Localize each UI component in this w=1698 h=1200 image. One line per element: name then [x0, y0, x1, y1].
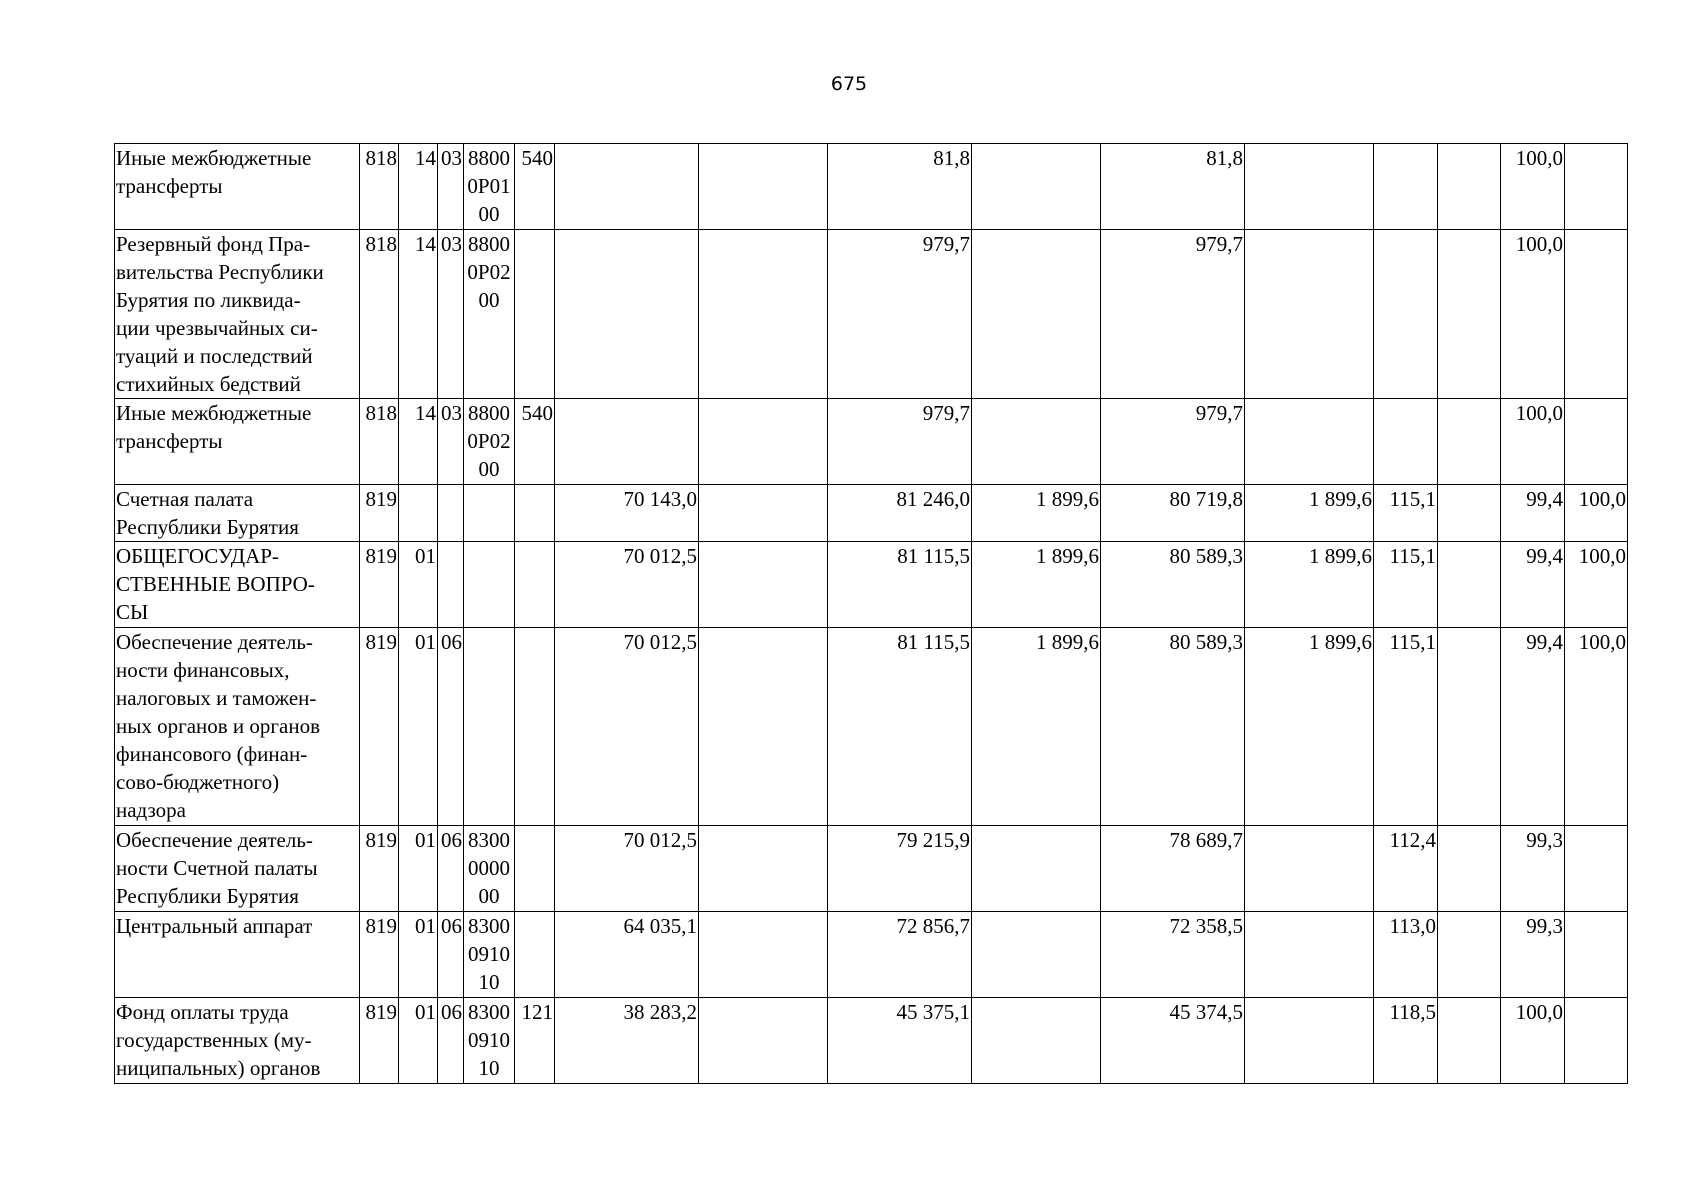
cell-target-article: [464, 399, 515, 485]
cell-target-article-line: 8800: [468, 146, 510, 170]
cell-podrazdel: 06: [438, 628, 464, 826]
cell-name-line: Республики Бурятия: [116, 515, 299, 539]
cell-value-3: 979,7: [828, 399, 972, 485]
cell-name-line: государственных (му-: [116, 1028, 312, 1052]
cell-razdel: 01: [399, 912, 438, 998]
cell-name-line: Иные межбюджетные: [116, 146, 312, 170]
cell-name: [115, 485, 360, 542]
cell-name: [115, 826, 360, 912]
cell-glava: 819: [360, 485, 399, 542]
cell-name-line: Счетная палата: [116, 487, 254, 511]
cell-name: [115, 399, 360, 485]
cell-podrazdel: 06: [438, 998, 464, 1084]
cell-name-line: туаций и последствий: [116, 344, 313, 368]
table-row: [115, 399, 1628, 485]
cell-value-3: 81 115,5: [828, 542, 972, 628]
cell-percent-3: 100,0: [1501, 399, 1565, 485]
cell-name-line: Республики Бурятия: [116, 884, 299, 908]
cell-target-article-line: 8300: [468, 1000, 510, 1024]
cell-value-2: [699, 826, 828, 912]
cell-glava: 819: [360, 542, 399, 628]
cell-expense-type: [515, 912, 555, 998]
cell-name-line: ОБЩЕГОСУДАР-: [116, 544, 279, 568]
cell-value-1: 64 035,1: [555, 912, 699, 998]
cell-value-2: [699, 542, 828, 628]
cell-value-2: [699, 230, 828, 399]
cell-target-article-line: 0910: [468, 1028, 510, 1052]
cell-value-1: [555, 230, 699, 399]
cell-name: [115, 230, 360, 399]
cell-percent-3: 99,3: [1501, 826, 1565, 912]
table-row: [115, 485, 1628, 542]
cell-target-article-line: 00: [478, 884, 500, 908]
cell-value-4: [972, 144, 1101, 230]
cell-percent-2: [1438, 230, 1501, 399]
cell-expense-type: 540: [515, 399, 555, 485]
cell-percent-2: [1438, 628, 1501, 826]
cell-value-5: 81,8: [1101, 144, 1245, 230]
cell-name-line: ных органов и органов: [116, 714, 321, 738]
cell-value-5: 80 719,8: [1101, 485, 1245, 542]
cell-name-line: финансового (финан-: [116, 742, 308, 766]
cell-name-line: сово-бюджетного): [116, 770, 280, 794]
cell-percent-4: [1565, 230, 1628, 399]
cell-value-6: [1245, 826, 1374, 912]
cell-percent-1: [1374, 144, 1438, 230]
cell-glava: 818: [360, 144, 399, 230]
cell-value-5: 72 358,5: [1101, 912, 1245, 998]
cell-name-line: ности Счетной палаты: [116, 856, 318, 880]
cell-value-6: [1245, 144, 1374, 230]
cell-value-3: 72 856,7: [828, 912, 972, 998]
cell-value-3: 979,7: [828, 230, 972, 399]
cell-name-line: Центральный аппарат: [116, 914, 313, 938]
cell-name-line: вительства Республики: [116, 260, 324, 284]
cell-percent-3: 100,0: [1501, 144, 1565, 230]
cell-percent-1: 115,1: [1374, 542, 1438, 628]
cell-value-3: 81,8: [828, 144, 972, 230]
cell-percent-2: [1438, 826, 1501, 912]
cell-value-2: [699, 485, 828, 542]
cell-razdel: 01: [399, 826, 438, 912]
cell-value-4: [972, 912, 1101, 998]
cell-value-3: 45 375,1: [828, 998, 972, 1084]
cell-name-line: Фонд оплаты труда: [116, 1000, 289, 1024]
cell-percent-4: [1565, 826, 1628, 912]
cell-name-line: надзора: [116, 798, 186, 822]
cell-value-3: 81 115,5: [828, 628, 972, 826]
cell-percent-4: [1565, 998, 1628, 1084]
cell-target-article: [464, 826, 515, 912]
cell-razdel: 14: [399, 230, 438, 399]
cell-value-5: 979,7: [1101, 230, 1245, 399]
cell-value-2: [699, 144, 828, 230]
cell-value-4: [972, 399, 1101, 485]
cell-target-article: [464, 230, 515, 399]
cell-name-line: ниципальных) органов: [116, 1056, 321, 1080]
cell-name: [115, 628, 360, 826]
cell-percent-1: 118,5: [1374, 998, 1438, 1084]
cell-expense-type: [515, 826, 555, 912]
cell-value-1: 70 143,0: [555, 485, 699, 542]
cell-expense-type: [515, 628, 555, 826]
cell-name-line: налоговых и таможен-: [116, 686, 317, 710]
cell-value-4: 1 899,6: [972, 485, 1101, 542]
cell-target-article: [464, 628, 515, 826]
cell-expense-type: [515, 542, 555, 628]
cell-target-article-line: 00: [478, 457, 500, 481]
cell-percent-4: [1565, 144, 1628, 230]
cell-value-1: [555, 399, 699, 485]
cell-glava: 818: [360, 230, 399, 399]
cell-razdel: 01: [399, 998, 438, 1084]
cell-percent-1: [1374, 230, 1438, 399]
cell-target-article: [464, 542, 515, 628]
cell-razdel: 01: [399, 628, 438, 826]
cell-target-article-line: 0000: [468, 856, 510, 880]
cell-percent-1: 115,1: [1374, 628, 1438, 826]
cell-value-4: 1 899,6: [972, 628, 1101, 826]
cell-name: [115, 144, 360, 230]
cell-value-2: [699, 628, 828, 826]
cell-name-line: трансферты: [116, 429, 223, 453]
cell-percent-3: 100,0: [1501, 230, 1565, 399]
cell-value-5: 80 589,3: [1101, 628, 1245, 826]
cell-name-line: СТВЕННЫЕ ВОПРО-: [116, 572, 315, 596]
cell-name: [115, 912, 360, 998]
cell-value-6: [1245, 912, 1374, 998]
cell-podrazdel: 03: [438, 230, 464, 399]
cell-target-article-line: 00: [478, 202, 500, 226]
cell-name-line: Обеспечение деятель-: [116, 630, 313, 654]
cell-value-5: 78 689,7: [1101, 826, 1245, 912]
cell-value-5: 979,7: [1101, 399, 1245, 485]
cell-target-article: [464, 485, 515, 542]
cell-razdel: 14: [399, 399, 438, 485]
cell-percent-4: 100,0: [1565, 628, 1628, 826]
cell-target-article-line: 10: [478, 970, 500, 994]
cell-value-4: [972, 998, 1101, 1084]
table-row: [115, 628, 1628, 826]
cell-value-6: [1245, 399, 1374, 485]
table-row: [115, 230, 1628, 399]
table-row: [115, 998, 1628, 1084]
cell-podrazdel: 06: [438, 826, 464, 912]
cell-value-1: [555, 144, 699, 230]
table-row: [115, 542, 1628, 628]
cell-podrazdel: 06: [438, 912, 464, 998]
cell-value-1: 70 012,5: [555, 826, 699, 912]
cell-percent-1: [1374, 399, 1438, 485]
cell-name-line: Иные межбюджетные: [116, 401, 312, 425]
cell-podrazdel: [438, 485, 464, 542]
cell-name-line: Обеспечение деятель-: [116, 828, 313, 852]
table-row: [115, 144, 1628, 230]
page-number: 675: [830, 73, 868, 95]
cell-glava: 819: [360, 628, 399, 826]
cell-value-6: 1 899,6: [1245, 542, 1374, 628]
cell-name-line: ности финансовых,: [116, 658, 290, 682]
cell-target-article-line: 8300: [468, 828, 510, 852]
cell-target-article: [464, 144, 515, 230]
cell-percent-4: 100,0: [1565, 542, 1628, 628]
cell-target-article-line: 0Р02: [467, 429, 511, 453]
cell-name-line: Бурятия по ликвида-: [116, 288, 301, 312]
cell-percent-4: 100,0: [1565, 485, 1628, 542]
cell-percent-2: [1438, 912, 1501, 998]
cell-target-article-line: 10: [478, 1056, 500, 1080]
cell-target-article-line: 8800: [468, 401, 510, 425]
cell-target-article-line: 0Р02: [467, 260, 511, 284]
cell-podrazdel: 03: [438, 144, 464, 230]
cell-percent-1: 113,0: [1374, 912, 1438, 998]
cell-name-line: стихийных бедствий: [116, 372, 301, 396]
cell-percent-4: [1565, 399, 1628, 485]
cell-percent-2: [1438, 542, 1501, 628]
cell-name: [115, 998, 360, 1084]
cell-percent-3: 100,0: [1501, 998, 1565, 1084]
cell-percent-2: [1438, 485, 1501, 542]
cell-value-1: 70 012,5: [555, 542, 699, 628]
cell-value-6: [1245, 998, 1374, 1084]
cell-percent-1: 112,4: [1374, 826, 1438, 912]
cell-value-2: [699, 912, 828, 998]
cell-target-article-line: 0910: [468, 942, 510, 966]
cell-value-3: 79 215,9: [828, 826, 972, 912]
cell-value-5: 80 589,3: [1101, 542, 1245, 628]
cell-razdel: 14: [399, 144, 438, 230]
cell-expense-type: [515, 230, 555, 399]
cell-value-3: 81 246,0: [828, 485, 972, 542]
cell-percent-3: 99,4: [1501, 542, 1565, 628]
cell-expense-type: [515, 485, 555, 542]
cell-target-article-line: 0Р01: [467, 174, 511, 198]
cell-percent-4: [1565, 912, 1628, 998]
cell-razdel: [399, 485, 438, 542]
cell-value-4: [972, 826, 1101, 912]
cell-target-article: [464, 998, 515, 1084]
cell-glava: 819: [360, 998, 399, 1084]
cell-percent-1: 115,1: [1374, 485, 1438, 542]
cell-percent-3: 99,4: [1501, 485, 1565, 542]
cell-glava: 818: [360, 399, 399, 485]
cell-target-article: [464, 912, 515, 998]
cell-value-6: [1245, 230, 1374, 399]
budget-table: [114, 143, 1628, 1084]
cell-value-1: 38 283,2: [555, 998, 699, 1084]
cell-value-6: 1 899,6: [1245, 628, 1374, 826]
cell-expense-type: 540: [515, 144, 555, 230]
table-row: [115, 826, 1628, 912]
cell-value-2: [699, 998, 828, 1084]
cell-percent-2: [1438, 144, 1501, 230]
cell-value-4: [972, 230, 1101, 399]
cell-glava: 819: [360, 912, 399, 998]
cell-value-2: [699, 399, 828, 485]
cell-name-line: СЫ: [116, 600, 149, 624]
cell-percent-2: [1438, 399, 1501, 485]
cell-target-article-line: 00: [478, 288, 500, 312]
cell-value-6: 1 899,6: [1245, 485, 1374, 542]
cell-name-line: трансферты: [116, 174, 223, 198]
cell-percent-3: 99,3: [1501, 912, 1565, 998]
cell-name-line: ции чрезвычайных си-: [116, 316, 318, 340]
cell-name: [115, 542, 360, 628]
table-row: [115, 912, 1628, 998]
cell-podrazdel: [438, 542, 464, 628]
cell-value-1: 70 012,5: [555, 628, 699, 826]
cell-percent-3: 99,4: [1501, 628, 1565, 826]
cell-podrazdel: 03: [438, 399, 464, 485]
cell-value-5: 45 374,5: [1101, 998, 1245, 1084]
cell-glava: 819: [360, 826, 399, 912]
cell-target-article-line: 8300: [468, 914, 510, 938]
cell-expense-type: 121: [515, 998, 555, 1084]
cell-value-4: 1 899,6: [972, 542, 1101, 628]
cell-target-article-line: 8800: [468, 232, 510, 256]
table-body: [115, 144, 1628, 1084]
cell-name-line: Резервный фонд Пра-: [116, 232, 311, 256]
cell-razdel: 01: [399, 542, 438, 628]
cell-percent-2: [1438, 998, 1501, 1084]
